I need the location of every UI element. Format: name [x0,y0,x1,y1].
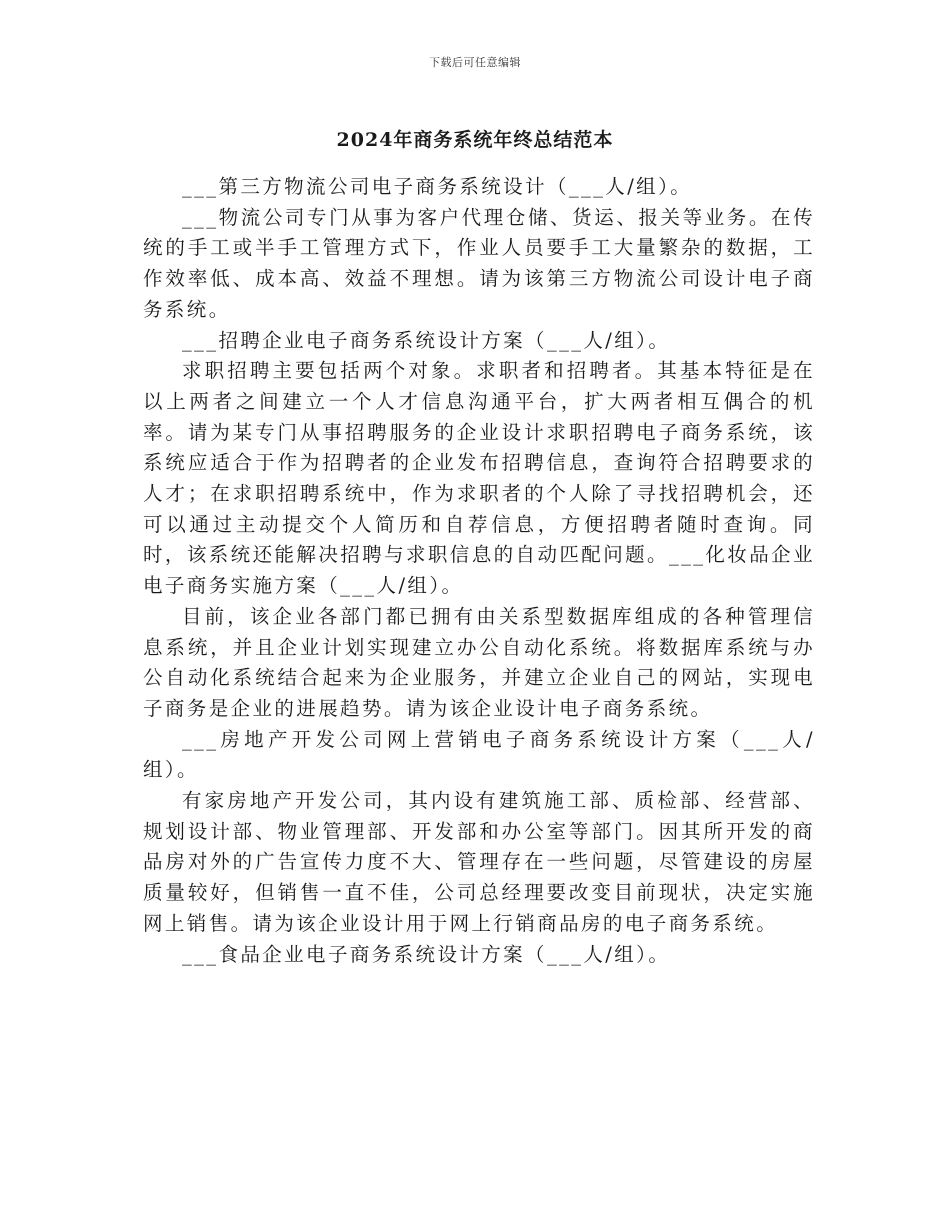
paragraph: 有家房地产开发公司，其内设有建筑施工部、质检部、经营部、规划设计部、物业管理部、开发部和办公室等部门。因其所开发的商品房对外的广告宣传力度不大、管理存在一些问题，尽管建设的房屋质量较好，但销售一直不佳，公司总经理要改变目前现状，决定实施网上销售。请为该企业设计用于网上行销商品房的电子商务系统。 [143,789,815,935]
document-title: 2024年商务系统年终总结范本 [336,129,614,151]
document-body [143,172,815,970]
paragraph: 目前，该企业各部门都已拥有由关系型数据库组成的各种管理信息系统，并且企业计划实现建立办公自动化系统。将数据库系统与办公自动化系统结合起来为企业服务，并建立企业自己的网站，实现电子商务是企业的进展趋势。请为该企业设计电子商务系统。 [143,604,815,720]
paragraph: ___招聘企业电子商务系统设计方案（___人/组）。 [182,328,671,352]
paragraph: ___物流公司专门从事为客户代理仓储、货运、报关等业务。在传统的手工或半手工管理方式下，作业人员要手工大量繁杂的数据，工作效率低、成本高、效益不理想。请为该第三方物流公司设计电子商务系统。 [143,205,815,321]
paragraph: ___食品企业电子商务系统设计方案（___人/组）。 [182,942,671,966]
header-note: 下载后可任意编辑 [429,56,521,69]
paragraph: ___第三方物流公司电子商务系统设计（___人/组）。 [182,175,693,198]
paragraph: 求职招聘主要包括两个对象。求职者和招聘者。其基本特征是在以上两者之间建立一个人才信息沟通平台，扩大两者相互偶合的机率。请为某专门从事招聘服务的企业设计求职招聘电子商务系统，该系统应适合于作为招聘者的企业发布招聘信息，查询符合招聘要求的人才；在求职招聘系统中，作为求职者的个人除了寻找招聘机会，还可以通过主动提交个人简历和自荐信息，方便招聘者随时查询。同时，该系统还能解决招聘与求职信息的自动匹配问题。___化妆品企业电子商务实施方案（___人/组）。 [143,359,815,598]
paragraph: ___房地产开发公司网上营销电子商务系统设计方案（___人/组）。 [143,727,815,782]
